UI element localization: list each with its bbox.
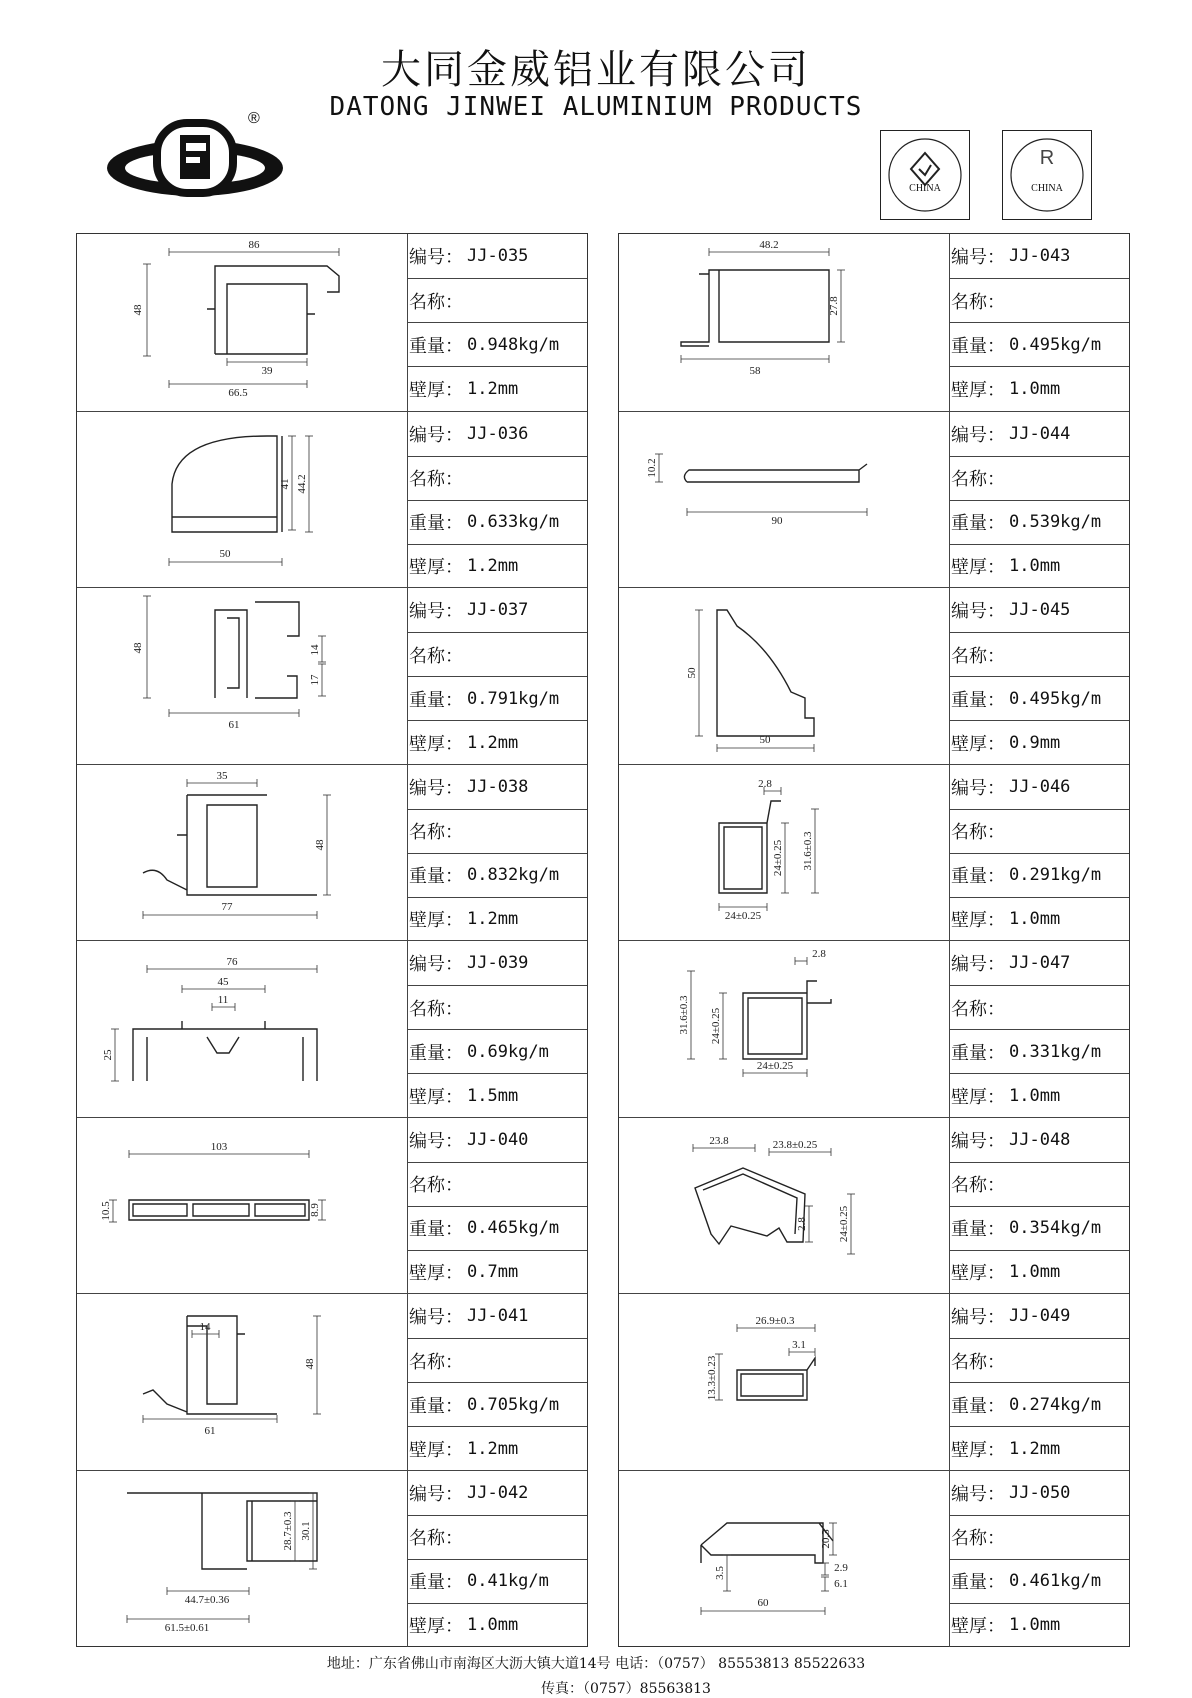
name-field (949, 985, 1129, 1029)
field-label: 编号： (409, 247, 463, 269)
dimension-label: 2.8 (796, 1216, 808, 1231)
field-label: 重量： (951, 1219, 1005, 1241)
profile-section-svg (619, 1471, 949, 1648)
weight-field (949, 853, 1129, 897)
dimension-label: 50 (219, 547, 231, 560)
dimension-label: 41 (279, 478, 291, 489)
field-value: JJ-037 (467, 600, 529, 621)
dimension-label: 3.5 (714, 1565, 726, 1580)
dimension-label: 14 (309, 644, 321, 656)
field-label: 重量： (951, 335, 1005, 357)
dimension-label: 14 (199, 1321, 211, 1333)
field-label: 编号： (951, 1130, 1005, 1152)
code-field (949, 1294, 1129, 1338)
thickness-field (949, 897, 1129, 941)
thickness-field (949, 544, 1129, 588)
dimension-label: 20.3 (820, 1528, 832, 1549)
dimension-label: 48.2 (759, 239, 779, 251)
dimension-label: 23.8±0.25 (772, 1138, 818, 1151)
code-field (949, 234, 1129, 278)
field-value: 1.2mm (467, 909, 519, 930)
profile-row (619, 940, 1129, 1118)
field-value: 1.0mm (467, 1615, 519, 1636)
thickness-field (949, 366, 1129, 410)
profile-section-svg (77, 765, 407, 942)
field-label: 壁厚： (951, 379, 1005, 401)
dimension-label: 50 (759, 734, 771, 746)
field-value: 1.2mm (467, 378, 519, 399)
field-label: 重量： (409, 1395, 463, 1417)
weight-field (407, 1029, 587, 1073)
profile-drawing (77, 941, 408, 1118)
name-field (407, 456, 587, 500)
field-value: 0.291kg/m (1009, 865, 1102, 886)
profile-section-svg (77, 1294, 407, 1471)
profile-section-svg (619, 765, 949, 942)
field-value: JJ-049 (1009, 1306, 1071, 1327)
thickness-field (407, 1426, 587, 1470)
thickness-field (949, 1073, 1129, 1117)
profile-drawing (619, 765, 950, 942)
field-value: 0.791kg/m (467, 688, 560, 709)
profile-row (77, 587, 587, 765)
field-label: 名称： (951, 645, 1005, 667)
dimension-label: 48 (304, 1358, 316, 1370)
profile-drawing (619, 588, 950, 765)
field-label: 名称： (951, 1351, 1005, 1373)
registered-cert-icon (1003, 131, 1091, 219)
dimension-label: 25 (102, 1049, 114, 1061)
dimension-label: 61 (228, 719, 240, 731)
field-value: JJ-041 (467, 1306, 529, 1327)
field-value: 1.0mm (1009, 1615, 1061, 1636)
field-label: 壁厚： (951, 557, 1005, 579)
profile-row (619, 1293, 1129, 1471)
field-label: 重量： (409, 689, 463, 711)
field-label: 名称： (409, 822, 463, 844)
code-field (407, 1294, 587, 1338)
field-label: 编号： (951, 1483, 1005, 1505)
field-label: 壁厚： (951, 910, 1005, 932)
field-label: 名称： (951, 998, 1005, 1020)
dimension-label: 11 (217, 994, 229, 1006)
field-value: 0.539kg/m (1009, 512, 1102, 533)
profile-row (619, 411, 1129, 589)
field-label: 名称： (409, 469, 463, 491)
dimension-label: 61.5±0.61 (164, 1621, 210, 1634)
profile-drawing (77, 1471, 408, 1648)
field-label: 壁厚： (409, 1263, 463, 1285)
weight-field (949, 500, 1129, 544)
field-label: 名称： (409, 1528, 463, 1550)
profile-drawing (77, 234, 408, 411)
weight-field (407, 1559, 587, 1603)
field-label: 名称： (951, 469, 1005, 491)
name-field (407, 1162, 587, 1206)
dimension-label: 8.9 (309, 1202, 321, 1217)
registered-mark: ® (248, 110, 260, 127)
thickness-field (949, 1250, 1129, 1294)
field-value: 1.0mm (1009, 909, 1061, 930)
name-field (949, 1162, 1129, 1206)
thickness-field (407, 1603, 587, 1647)
profile-drawing (619, 412, 950, 589)
profile-section-svg (619, 941, 949, 1118)
name-field (407, 1338, 587, 1382)
field-label: 重量： (951, 1042, 1005, 1064)
field-label: 重量： (951, 1572, 1005, 1594)
weight-field (407, 853, 587, 897)
profile-table-left (76, 233, 588, 1647)
field-label: 重量： (951, 689, 1005, 711)
dimension-label: 44.2 (296, 473, 308, 494)
field-value: 1.5mm (467, 1085, 519, 1106)
code-field (407, 941, 587, 985)
field-label: 编号： (951, 777, 1005, 799)
thickness-field (407, 720, 587, 764)
profile-row (77, 940, 587, 1118)
field-value: 0.948kg/m (467, 334, 560, 355)
profile-section-svg (619, 234, 949, 411)
cert-left-text: CHINA (909, 183, 941, 194)
field-value: 0.465kg/m (467, 1218, 560, 1239)
field-label: 编号： (951, 424, 1005, 446)
thickness-field (949, 720, 1129, 764)
cert-right-text: CHINA (1031, 183, 1063, 194)
weight-field (407, 1382, 587, 1426)
profile-section-svg (619, 412, 949, 589)
code-field (949, 941, 1129, 985)
field-value: JJ-036 (467, 423, 529, 444)
thickness-field (407, 1073, 587, 1117)
field-label: 编号： (409, 424, 463, 446)
cert-mark-right (1002, 130, 1092, 220)
profile-row (77, 411, 587, 589)
field-label: 重量： (951, 1395, 1005, 1417)
field-label: 编号： (409, 1130, 463, 1152)
dimension-label: 30.1 (300, 1520, 312, 1541)
dimension-label: 86 (248, 239, 260, 251)
field-value: JJ-044 (1009, 423, 1071, 444)
field-value: 1.0mm (1009, 378, 1061, 399)
dimension-label: 44.7±0.36 (184, 1593, 230, 1606)
name-field (949, 456, 1129, 500)
weight-field (949, 676, 1129, 720)
footer-fax: 传真：（0757）85563813 (541, 1681, 711, 1697)
dimension-label: 76 (226, 956, 238, 968)
field-label: 壁厚： (409, 733, 463, 755)
profile-section-svg (77, 941, 407, 1118)
name-field (407, 278, 587, 322)
field-value: JJ-043 (1009, 246, 1071, 267)
dimension-label: 2.9 (834, 1561, 848, 1574)
field-value: 0.331kg/m (1009, 1041, 1102, 1062)
profile-row (619, 1470, 1129, 1648)
field-label: 壁厚： (409, 910, 463, 932)
field-value: 1.2mm (467, 1438, 519, 1459)
dimension-label: 103 (210, 1140, 228, 1153)
name-field (949, 278, 1129, 322)
field-value: 0.461kg/m (1009, 1571, 1102, 1592)
field-label: 名称： (951, 291, 1005, 313)
quality-cert-icon (881, 131, 969, 219)
field-label: 壁厚： (409, 1439, 463, 1461)
field-label: 重量： (409, 1219, 463, 1241)
profile-drawing (619, 1471, 950, 1648)
weight-field (949, 1029, 1129, 1073)
code-field (407, 1118, 587, 1162)
dimension-label: 45 (217, 976, 229, 988)
field-label: 壁厚： (951, 1086, 1005, 1108)
code-field (949, 765, 1129, 809)
field-value: JJ-042 (467, 1482, 529, 1503)
profile-drawing (619, 234, 950, 411)
dimension-label: 2.8 (812, 948, 826, 960)
profile-section-svg (77, 234, 407, 411)
field-value: JJ-045 (1009, 600, 1071, 621)
dimension-label: 50 (686, 667, 698, 679)
field-label: 壁厚： (951, 1439, 1005, 1461)
field-label: 壁厚： (409, 557, 463, 579)
weight-field (407, 676, 587, 720)
dimension-label: 24±0.25 (838, 1205, 850, 1242)
profile-row (77, 1293, 587, 1471)
field-value: 0.705kg/m (467, 1394, 560, 1415)
profile-section-svg (619, 588, 949, 765)
field-value: 1.2mm (467, 732, 519, 753)
field-value: 1.0mm (1009, 556, 1061, 577)
profile-drawing (77, 412, 408, 589)
code-field (407, 234, 587, 278)
thickness-field (407, 1250, 587, 1294)
profile-drawing (619, 1118, 950, 1295)
name-field (407, 632, 587, 676)
field-label: 名称： (409, 1351, 463, 1373)
field-value: JJ-035 (467, 246, 529, 267)
code-field (949, 1471, 1129, 1515)
dimension-label: 10.2 (646, 457, 658, 478)
field-label: 名称： (409, 1175, 463, 1197)
weight-field (949, 322, 1129, 366)
dimension-label: 6.1 (834, 1577, 848, 1590)
field-label: 编号： (951, 247, 1005, 269)
profile-row (77, 234, 587, 411)
dimension-label: 31.6±0.3 (802, 830, 814, 871)
name-field (949, 1338, 1129, 1382)
field-label: 名称： (951, 822, 1005, 844)
profile-row (77, 764, 587, 942)
profile-drawing (77, 765, 408, 942)
field-value: 1.2mm (1009, 1438, 1061, 1459)
name-field (407, 985, 587, 1029)
dimension-label: 2.8 (758, 777, 772, 790)
dimension-label: 90 (771, 514, 783, 527)
field-value: JJ-039 (467, 953, 529, 974)
field-label: 名称： (409, 645, 463, 667)
field-value: 0.274kg/m (1009, 1394, 1102, 1415)
weight-field (407, 1206, 587, 1250)
field-label: 编号： (951, 1307, 1005, 1329)
dimension-label: 17 (309, 674, 321, 686)
dimension-label: 39 (261, 365, 273, 377)
field-label: 名称： (409, 291, 463, 313)
field-label: 壁厚： (951, 733, 1005, 755)
name-field (407, 809, 587, 853)
weight-field (949, 1206, 1129, 1250)
code-field (407, 765, 587, 809)
field-label: 编号： (409, 777, 463, 799)
field-label: 编号： (409, 1483, 463, 1505)
code-field (407, 412, 587, 456)
dimension-label: 13.3±0.23 (706, 1355, 718, 1401)
field-label: 重量： (409, 335, 463, 357)
dimension-label: 24±0.25 (756, 1060, 794, 1072)
dimension-label: 24±0.25 (710, 1007, 722, 1045)
code-field (407, 588, 587, 632)
code-field (949, 1118, 1129, 1162)
profile-drawing (77, 1118, 408, 1295)
thickness-field (407, 544, 587, 588)
name-field (407, 1515, 587, 1559)
company-logo (100, 103, 290, 208)
dimension-label: 3.1 (792, 1339, 806, 1351)
field-label: 壁厚： (409, 379, 463, 401)
weight-field (949, 1559, 1129, 1603)
name-field (949, 1515, 1129, 1559)
dimension-label: 24±0.25 (724, 909, 762, 922)
profile-row (619, 234, 1129, 411)
profile-drawing (77, 1294, 408, 1471)
field-value: 0.832kg/m (467, 865, 560, 886)
dimension-label: 31.6±0.3 (678, 995, 690, 1035)
dimension-label: 27.8 (828, 296, 840, 316)
page-title-en: DATONG JINWEI ALUMINIUM PRODUCTS (329, 92, 863, 122)
field-value: 0.495kg/m (1009, 334, 1102, 355)
dimension-label: 28.7±0.3 (282, 1510, 294, 1551)
field-label: 编号： (409, 1307, 463, 1329)
field-value: 1.0mm (1009, 1085, 1061, 1106)
page-title-cn: 大同金威铝业有限公司 (381, 47, 811, 93)
profile-section-svg (77, 412, 407, 589)
profile-table-right (618, 233, 1130, 1647)
field-value: 0.41kg/m (467, 1571, 549, 1592)
profile-drawing (619, 941, 950, 1118)
thickness-field (949, 1426, 1129, 1470)
cert-mark-left (880, 130, 970, 220)
profile-section-svg (77, 1118, 407, 1295)
dimension-label: 61 (204, 1425, 216, 1437)
dimension-label: 60 (757, 1596, 769, 1609)
code-field (949, 588, 1129, 632)
dimension-label: 48 (132, 642, 144, 654)
field-label: 编号： (951, 954, 1005, 976)
field-label: 重量： (409, 513, 463, 535)
field-label: 壁厚： (951, 1616, 1005, 1638)
profile-section-svg (619, 1294, 949, 1471)
field-label: 编号： (409, 601, 463, 623)
field-label: 壁厚： (951, 1263, 1005, 1285)
field-value: 1.0mm (1009, 1262, 1061, 1283)
field-label: 重量： (951, 513, 1005, 535)
thickness-field (407, 897, 587, 941)
field-value: JJ-038 (467, 776, 529, 797)
name-field (949, 809, 1129, 853)
profile-row (77, 1470, 587, 1648)
name-field (949, 632, 1129, 676)
field-label: 名称： (951, 1528, 1005, 1550)
dimension-label: 26.9±0.3 (755, 1315, 795, 1327)
field-label: 壁厚： (409, 1616, 463, 1638)
field-value: 1.2mm (467, 556, 519, 577)
field-label: 壁厚： (409, 1086, 463, 1108)
profile-drawing (619, 1294, 950, 1471)
footer-address: 地址：广东省佛山市南海区大沥大镇大道14号 电话：（0757） 85553813 85522633 (326, 1656, 866, 1672)
cert-right-mark: R (1039, 147, 1055, 169)
field-value: JJ-040 (467, 1129, 529, 1150)
field-label: 名称： (951, 1175, 1005, 1197)
thickness-field (949, 1603, 1129, 1647)
field-label: 重量： (409, 1572, 463, 1594)
field-label: 名称： (409, 998, 463, 1020)
dimension-label: 35 (216, 769, 228, 782)
profile-section-svg (77, 588, 407, 765)
field-value: JJ-050 (1009, 1482, 1071, 1503)
weight-field (407, 500, 587, 544)
field-label: 重量： (409, 1042, 463, 1064)
field-value: JJ-047 (1009, 953, 1071, 974)
field-value: 0.633kg/m (467, 512, 560, 533)
dimension-label: 66.5 (228, 387, 248, 399)
profile-row (77, 1117, 587, 1295)
field-label: 重量： (951, 866, 1005, 888)
dimension-label: 77 (221, 900, 233, 913)
field-value: 0.7mm (467, 1262, 519, 1283)
thickness-field (407, 366, 587, 410)
profile-row (619, 1117, 1129, 1295)
code-field (949, 412, 1129, 456)
weight-field (949, 1382, 1129, 1426)
dimension-label: 48 (314, 839, 326, 850)
field-value: JJ-048 (1009, 1129, 1071, 1150)
dimension-label: 23.8 (709, 1134, 729, 1147)
weight-field (407, 322, 587, 366)
field-value: 0.495kg/m (1009, 688, 1102, 709)
dimension-label: 10.5 (100, 1200, 112, 1221)
field-label: 编号： (951, 601, 1005, 623)
field-value: JJ-046 (1009, 776, 1071, 797)
profile-row (619, 764, 1129, 942)
dimension-label: 24±0.25 (772, 839, 784, 876)
profile-section-svg (77, 1471, 407, 1648)
field-value: 0.354kg/m (1009, 1218, 1102, 1239)
profile-section-svg (619, 1118, 949, 1295)
field-value: 0.9mm (1009, 732, 1061, 753)
dimension-label: 58 (749, 365, 761, 377)
field-value: 0.69kg/m (467, 1041, 549, 1062)
code-field (407, 1471, 587, 1515)
field-label: 重量： (409, 866, 463, 888)
profile-row (619, 587, 1129, 765)
field-label: 编号： (409, 954, 463, 976)
dimension-label: 48 (132, 304, 144, 316)
profile-drawing (77, 588, 408, 765)
